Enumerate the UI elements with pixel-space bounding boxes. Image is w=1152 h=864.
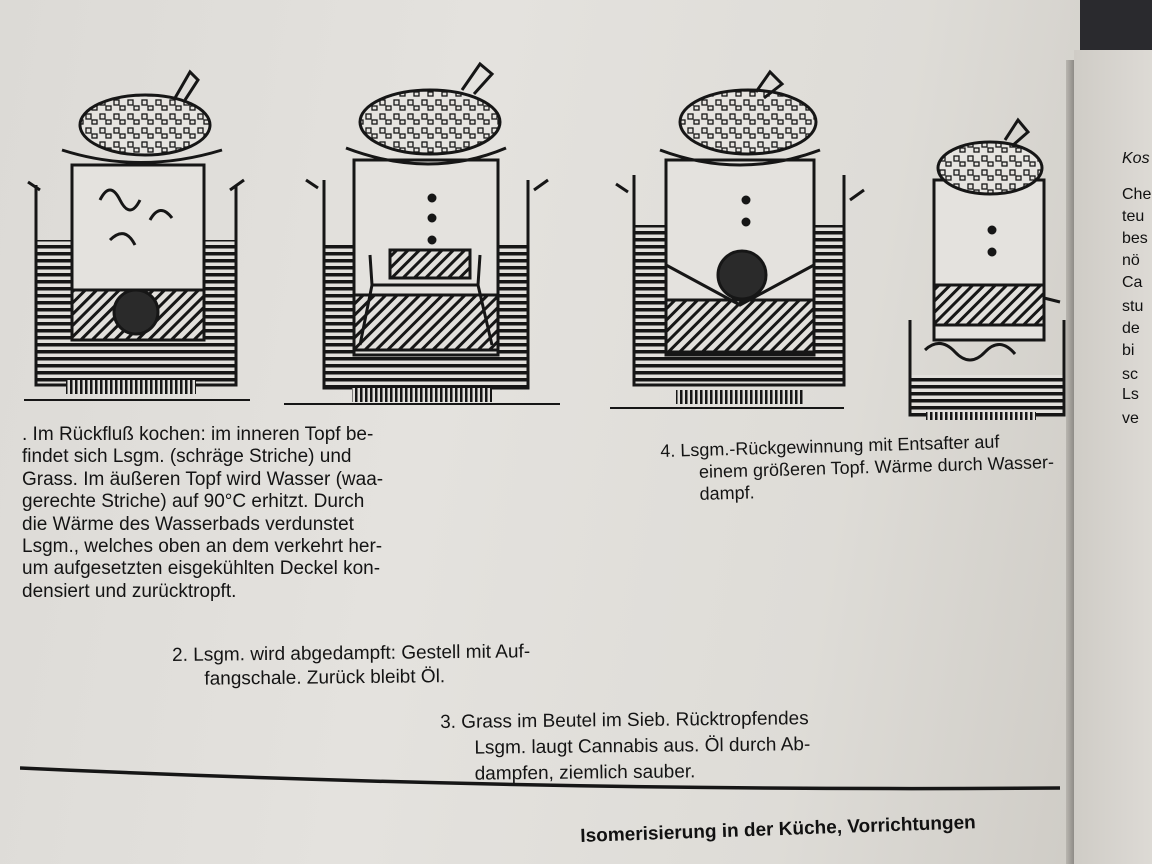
facing-page-fragment: nö xyxy=(1122,252,1140,269)
facing-page-fragment: teu xyxy=(1122,208,1145,225)
caption-4 xyxy=(660,428,1080,506)
facing-page-fragment: Ca xyxy=(1122,274,1143,291)
book-gutter xyxy=(1066,60,1074,864)
figure-2-evaporation xyxy=(306,64,548,402)
caption-1-line: die Wärme des Wasserbads verdunstet xyxy=(22,513,354,535)
facing-page-fragment: Ls xyxy=(1122,386,1139,403)
caption-4-line: einem größeren Topf. Wärme durch Wasser- xyxy=(698,452,1055,482)
facing-page-fragment: de xyxy=(1122,320,1140,337)
caption-1-line: um aufgesetzten eisgekühlten Deckel kon- xyxy=(22,558,381,580)
page-footer-title: Isomerisierung in der Küche, Vorrichtungen xyxy=(580,812,977,847)
facing-page-fragment: stu xyxy=(1122,298,1144,315)
caption-2 xyxy=(172,640,530,692)
caption-2-line: fangschale. Zurück bleibt Öl. xyxy=(204,666,446,690)
caption-2-line: 2. Lsgm. wird abgedampft: Gestell mit Auf- xyxy=(172,641,531,666)
facing-page-fragment: bi xyxy=(1122,342,1135,359)
caption-1 xyxy=(22,424,492,603)
facing-page-fragment: Che xyxy=(1122,186,1152,203)
facing-page-fragment: ve xyxy=(1122,410,1139,427)
caption-1-line: findet sich Lsgm. (schräge Striche) und xyxy=(22,446,352,468)
caption-1-line: gerechte Striche) auf 90°C erhitzt. Durch xyxy=(22,491,365,513)
facing-page-fragment: Kos xyxy=(1122,150,1150,167)
illustrations xyxy=(0,0,1080,420)
caption-1-line: Lsgm., welches oben an dem verkehrt her- xyxy=(22,535,383,557)
caption-1-line: . Im Rückfluß kochen: im inneren Topf be- xyxy=(22,424,374,445)
facing-page-fragment: sc xyxy=(1122,366,1138,383)
caption-1-line: Grass. Im äußeren Topf wird Wasser (waa- xyxy=(22,468,384,490)
caption-3-line: Lsgm. laugt Cannabis aus. Öl durch Ab- xyxy=(474,734,811,759)
caption-3-line: 3. Grass im Beutel im Sieb. Rücktropfendes xyxy=(440,708,809,733)
caption-3-line: dampfen, ziemlich sauber. xyxy=(474,761,696,785)
figure-4-juicer xyxy=(910,120,1064,420)
facing-page-fragment: bes xyxy=(1122,230,1148,247)
caption-4-line: 4. Lsgm.-Rückgewinnung mit Entsafter auf xyxy=(660,431,1000,461)
caption-1-line: densiert und zurücktropft. xyxy=(22,580,237,602)
section-rule xyxy=(20,762,1060,802)
facing-page xyxy=(1074,50,1152,864)
figure-3-sieve-bag xyxy=(616,72,864,404)
figure-1-reflux xyxy=(28,72,244,394)
caption-4-line: dampf. xyxy=(699,482,755,504)
